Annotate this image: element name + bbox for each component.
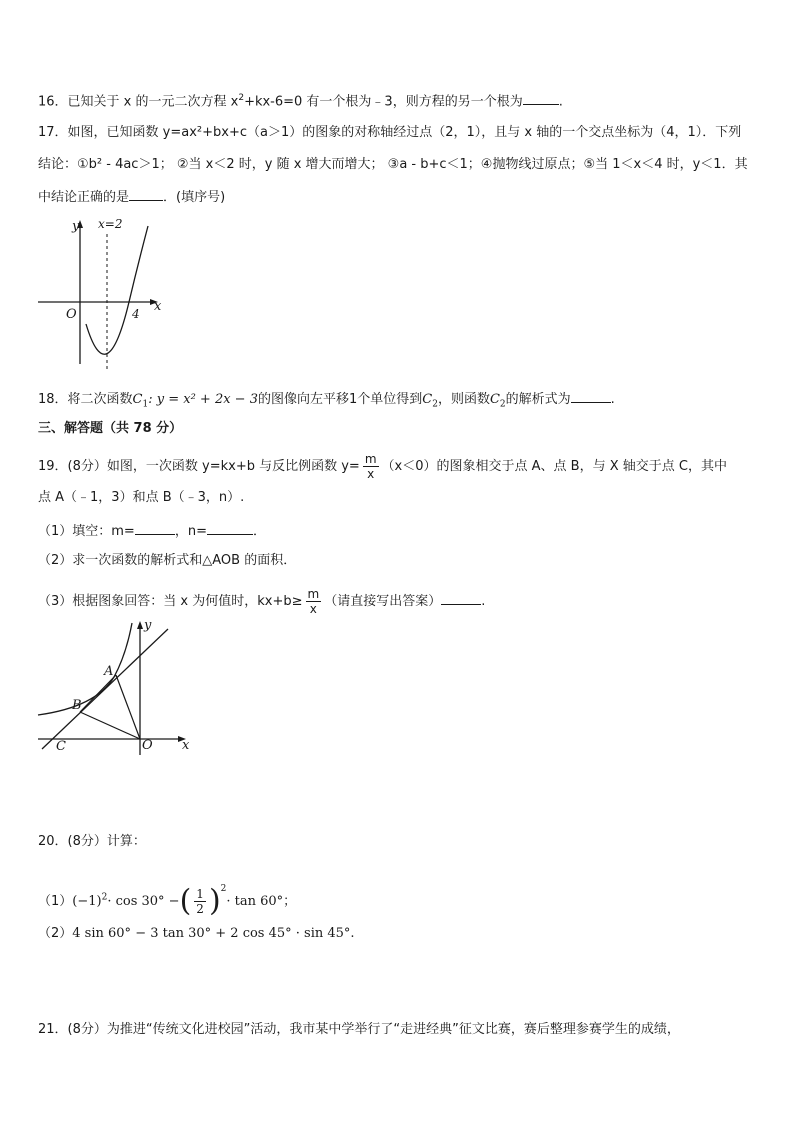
q16-sup: 2 — [238, 93, 245, 103]
q20-paren-left: ( — [179, 883, 192, 919]
question-19-line2: 点 A（﹣1，3）和点 B（﹣3，n）. — [38, 490, 245, 505]
q19-label-a: A — [104, 664, 114, 679]
q20-sub1-a: (−1) — [72, 894, 102, 909]
q20-sub1-b: · cos 30° − — [107, 894, 180, 909]
q17-line3-a: 中结论正确的是 — [38, 190, 130, 205]
q20-half-fraction — [194, 887, 206, 916]
q19-sub3-b: （请直接写出答案） — [324, 594, 442, 609]
q19-sub1-a: （1）填空：m= — [38, 524, 135, 539]
q20-sub2-label: （2） — [38, 926, 73, 941]
q19-label-b: B — [72, 698, 82, 713]
q19-sub3-frac-num: m — [307, 587, 320, 601]
q19-sub3-blank[interactable] — [441, 591, 481, 605]
q20-paren-right: ) — [208, 883, 221, 919]
q18-answer-blank[interactable] — [571, 389, 611, 403]
q19-sub1-c: ． — [252, 524, 266, 539]
q18-c2: C — [422, 392, 433, 407]
q20-sub1-sup: 2 — [101, 892, 108, 903]
q19-hyperbola-curve — [38, 623, 132, 715]
q19-label-x: x — [182, 738, 190, 753]
q18-end: . — [610, 392, 615, 407]
q19-y-arrow — [137, 621, 143, 629]
q18-text-b: 的图像向左平移1个单位得到 — [257, 392, 423, 407]
q18-c1: C — [132, 392, 143, 407]
q19-sub3-frac-den: x — [309, 602, 317, 616]
q17-line3-b: ．(填序号) — [163, 190, 226, 205]
q20-half-den: 2 — [196, 902, 204, 916]
q19-label-y: y — [144, 618, 152, 633]
q19-line1-a: 19．(8分）如图，一次函数 y=kx+b 与反比例函数 y= — [38, 459, 360, 474]
q18-formula: : y = x² + 2x − 3 — [148, 392, 258, 407]
question-19-sub2: （2）求一次函数的解析式和△AOB 的面积． — [38, 553, 297, 568]
q16-text-a: 16．已知关于 x 的一元二次方程 x — [38, 94, 239, 110]
q17-label-4: 4 — [132, 307, 140, 321]
question-19-sub3 — [38, 587, 485, 616]
question-20-sub2 — [38, 925, 355, 943]
q19-frac-den: x — [367, 467, 375, 481]
question-19-sub1 — [38, 521, 266, 541]
q17-parabola-graph — [36, 214, 166, 372]
q19-m-blank[interactable] — [135, 521, 175, 535]
q20-sub2-expr: 4 sin 60° − 3 tan 30° + 2 cos 45° · sin 45°. — [72, 926, 355, 941]
q19-sub3-a: （3）根据图象回答：当 x 为何值时，kx+b≥ — [38, 594, 303, 609]
q17-label-axis: x=2 — [98, 217, 123, 231]
q16-end: . — [558, 94, 563, 110]
q19-sub3-c: . — [481, 594, 486, 609]
q17-answer-blank[interactable] — [129, 187, 163, 201]
q19-sub3-fraction — [306, 587, 322, 616]
q20-sub1-sup2: 2 — [220, 884, 227, 894]
q19-segment-ab — [80, 675, 116, 712]
q19-line1-b: （x＜0）的图象相交于点 A、点 B，与 X 轴交于点 C，其中 — [381, 459, 727, 474]
q16-text-b: +kx-6=0 有一个根为﹣3，则方程的另一个根为 — [244, 94, 523, 110]
q18-text-a: 18．将二次函数 — [38, 392, 133, 407]
section-heading: 三、解答题（共 78 分） — [38, 421, 183, 436]
q17-label-origin: O — [66, 307, 77, 322]
q19-frac-num: m — [364, 452, 377, 466]
q20-sub1-c: · tan 60°； — [226, 894, 297, 909]
q19-label-o: O — [142, 738, 153, 753]
q18-c1-sub: 1 — [142, 399, 149, 410]
q18-c2-again: C — [489, 392, 500, 407]
question-17-line2: 结论：①b² - 4ac＞1； ②当 x＜2 时，y 随 x 增大而增大； ③a - b+c＜1；④抛物线过原点；⑤当 1＜x＜4 时，y＜1．其 — [38, 157, 748, 172]
question-16 — [38, 89, 563, 111]
q18-c2-sub-again: 2 — [499, 399, 506, 410]
q18-text-c: ，则函数 — [437, 392, 490, 407]
q20-sub1-label: （1） — [38, 894, 73, 909]
question-20-title: 20．(8分）计算： — [38, 834, 146, 849]
question-19-line1 — [38, 452, 727, 481]
question-21: 21．(8分）为推进“传统文化进校园”活动，我市某中学举行了“走进经典”征文比赛，赛后整理参赛学生的成绩， — [38, 1022, 680, 1037]
q19-graph — [36, 615, 196, 760]
q17-label-x: x — [154, 299, 162, 314]
q20-half-num: 1 — [196, 887, 204, 901]
question-17-line3 — [38, 187, 225, 207]
q19-fraction — [363, 452, 379, 481]
q19-sub1-b: ，n= — [174, 524, 207, 539]
q19-label-c: C — [56, 739, 66, 754]
question-17-line1: 17．如图，已知函数 y=ax²+bx+c（a＞1）的图象的对称轴经过点（2，1），且与 x 轴的一个交点坐标为（4，1）．下列 — [38, 125, 742, 140]
question-18 — [38, 389, 615, 414]
question-20-sub1 — [38, 872, 296, 919]
q17-label-y: y — [72, 219, 80, 234]
q19-n-blank[interactable] — [207, 521, 253, 535]
q18-c2-sub: 2 — [432, 399, 438, 410]
q18-text-d: 的解析式为 — [505, 392, 571, 407]
q16-answer-blank[interactable] — [523, 91, 559, 105]
q17-parabola-curve — [86, 226, 148, 354]
